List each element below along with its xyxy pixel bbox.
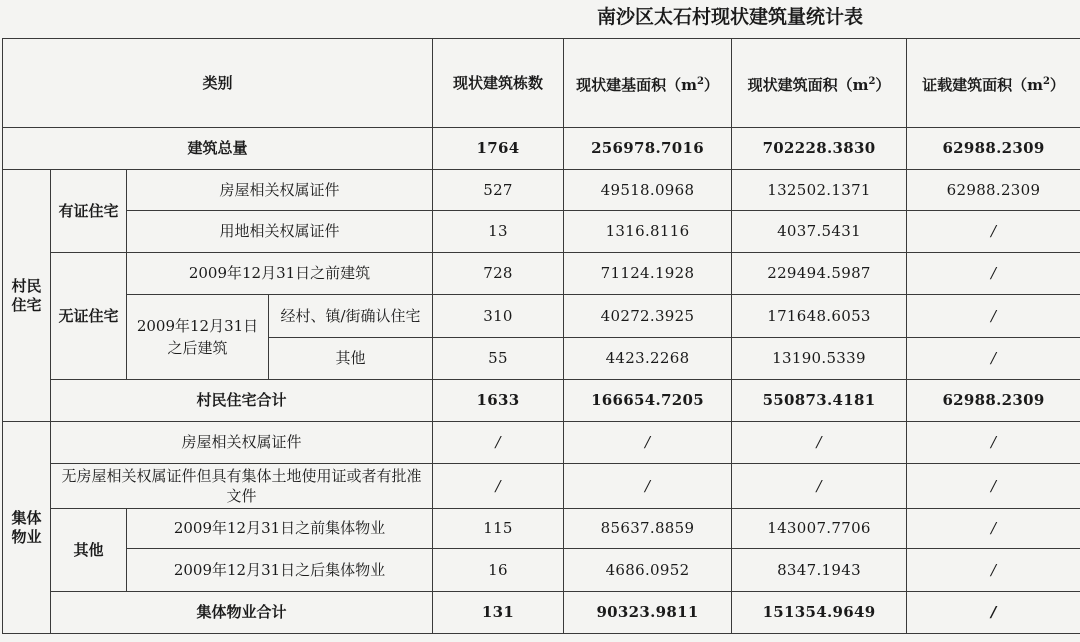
row-cert: / bbox=[907, 295, 1080, 338]
row-cert: / bbox=[907, 422, 1080, 464]
header-floor-area: 现状建筑面积$(m^2)$ bbox=[732, 39, 907, 128]
row-cert: / bbox=[907, 464, 1080, 509]
row-floor: 151354.9649 bbox=[732, 592, 907, 634]
row-base: 85637.8859 bbox=[564, 509, 732, 549]
row-label: 2009年12月31日之前集体物业 bbox=[127, 509, 433, 549]
header-count: 现状建筑栋数 bbox=[433, 39, 564, 128]
total-label: 建筑总量 bbox=[3, 128, 433, 170]
collective-property-label: 集体物业 bbox=[3, 422, 51, 634]
row-cert: / bbox=[907, 509, 1080, 549]
row-count: 115 bbox=[433, 509, 564, 549]
row-cert: / bbox=[907, 592, 1080, 634]
row-label: 2009年12月31日之前建筑 bbox=[127, 253, 433, 295]
row-floor: / bbox=[732, 422, 907, 464]
table-row bbox=[3, 464, 1080, 509]
row-floor: 13190.5339 bbox=[732, 338, 907, 380]
row-cert: / bbox=[907, 549, 1080, 592]
row-base: 166654.7205 bbox=[564, 380, 732, 422]
row-count: 728 bbox=[433, 253, 564, 295]
row-cert: / bbox=[907, 253, 1080, 295]
row-count: 55 bbox=[433, 338, 564, 380]
table-row bbox=[3, 422, 1080, 464]
row-label: 房屋相关权属证件 bbox=[51, 422, 433, 464]
row-base: 40272.3925 bbox=[564, 295, 732, 338]
row-base: 71124.1928 bbox=[564, 253, 732, 295]
row-base: 4686.0952 bbox=[564, 549, 732, 592]
table-row bbox=[3, 549, 1080, 592]
after-2009-label: 2009年12月31日之后建筑 bbox=[127, 295, 269, 380]
village-housing-label: 村民住宅 bbox=[3, 170, 51, 422]
row-base: 90323.9811 bbox=[564, 592, 732, 634]
table-row bbox=[3, 509, 1080, 549]
total-floor: 702228.3830 bbox=[732, 128, 907, 170]
row-label: 无房屋相关权属证件但具有集体土地使用证或者有批准文件 bbox=[51, 464, 433, 509]
row-count: 13 bbox=[433, 211, 564, 253]
row-cert: / bbox=[907, 338, 1080, 380]
row-base: / bbox=[564, 464, 732, 509]
collective-subtotal-row bbox=[3, 592, 1080, 634]
row-floor: 4037.5431 bbox=[732, 211, 907, 253]
row-label: 集体物业合计 bbox=[51, 592, 433, 634]
row-base: 1316.8116 bbox=[564, 211, 732, 253]
table-row bbox=[3, 211, 1080, 253]
uncertified-housing-label: 无证住宅 bbox=[51, 253, 127, 380]
row-count: 16 bbox=[433, 549, 564, 592]
row-label: 村民住宅合计 bbox=[51, 380, 433, 422]
table-title: 南沙区太石村现状建筑量统计表 bbox=[596, 6, 863, 28]
total-count: 1764 bbox=[433, 128, 564, 170]
row-floor: 132502.1371 bbox=[732, 170, 907, 211]
row-floor: 550873.4181 bbox=[732, 380, 907, 422]
row-count: 527 bbox=[433, 170, 564, 211]
certified-housing-label: 有证住宅 bbox=[51, 170, 127, 253]
row-floor: 171648.6053 bbox=[732, 295, 907, 338]
collective-other-label: 其他 bbox=[51, 509, 127, 592]
total-base: 256978.7016 bbox=[564, 128, 732, 170]
table-row bbox=[3, 295, 1080, 338]
row-cert: 62988.2309 bbox=[907, 380, 1080, 422]
header-category: 类别 bbox=[3, 39, 433, 128]
row-base: 49518.0968 bbox=[564, 170, 732, 211]
header-cert-area: 证载建筑面积$(m^2)$ bbox=[907, 39, 1080, 128]
row-count: / bbox=[433, 464, 564, 509]
row-label: 经村、镇/街确认住宅 bbox=[269, 295, 433, 338]
row-floor: 8347.1943 bbox=[732, 549, 907, 592]
total-row bbox=[3, 128, 1080, 170]
row-label: 房屋相关权属证件 bbox=[127, 170, 433, 211]
row-label: 用地相关权属证件 bbox=[127, 211, 433, 253]
row-count: 310 bbox=[433, 295, 564, 338]
row-floor: / bbox=[732, 464, 907, 509]
row-base: 4423.2268 bbox=[564, 338, 732, 380]
header-base-area: 现状建基面积$(m^2)$ bbox=[564, 39, 732, 128]
row-count: / bbox=[433, 422, 564, 464]
row-floor: 229494.5987 bbox=[732, 253, 907, 295]
total-cert: 62988.2309 bbox=[907, 128, 1080, 170]
row-cert: / bbox=[907, 211, 1080, 253]
table-row bbox=[3, 170, 1080, 211]
row-count: 1633 bbox=[433, 380, 564, 422]
header-row bbox=[3, 39, 1080, 128]
statistics-table bbox=[2, 38, 1080, 634]
row-base: / bbox=[564, 422, 732, 464]
row-floor: 143007.7706 bbox=[732, 509, 907, 549]
row-count: 131 bbox=[433, 592, 564, 634]
row-label: 其他 bbox=[269, 338, 433, 380]
row-label: 2009年12月31日之后集体物业 bbox=[127, 549, 433, 592]
table-row bbox=[3, 253, 1080, 295]
row-cert: 62988.2309 bbox=[907, 170, 1080, 211]
village-subtotal-row bbox=[3, 380, 1080, 422]
